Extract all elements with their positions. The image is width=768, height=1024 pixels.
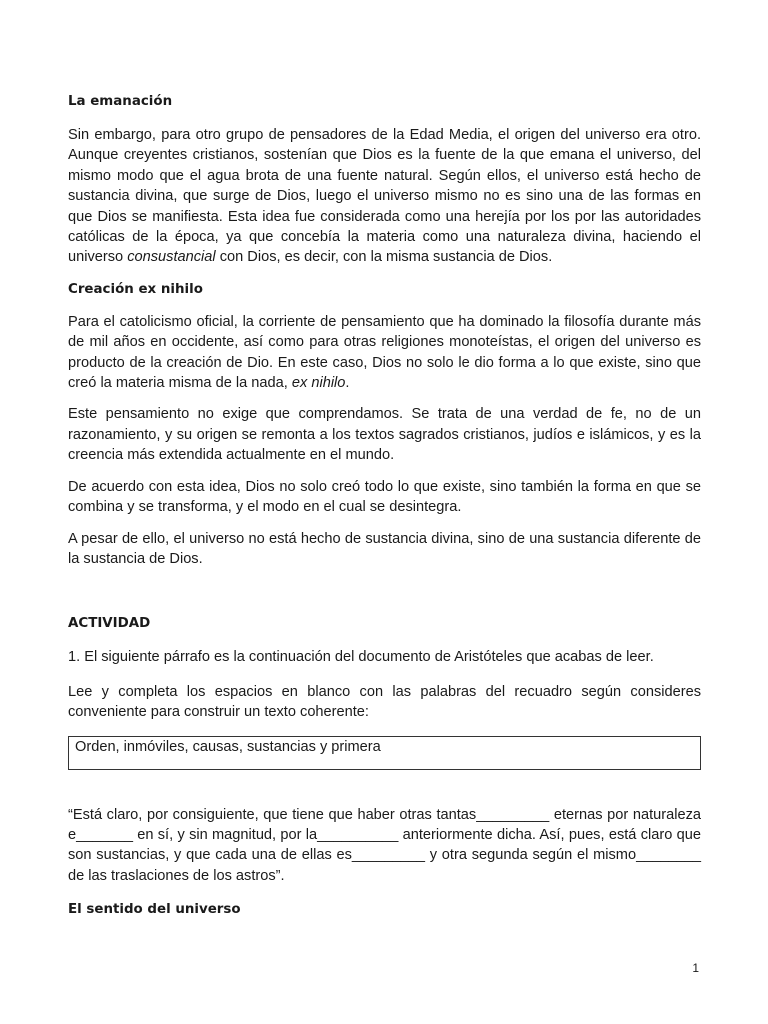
word-box (68, 736, 701, 770)
paragraph-creacion-4: A pesar de ello, el universo no está hecho de sustancia divina, sino de una sustancia diferente de la sustancia de Dios. (68, 530, 701, 567)
word-box-text: Orden, inmóviles, causas, sustancias y primera (75, 738, 381, 755)
heading-emanacion: La emanación (68, 94, 173, 109)
fill-in-quote: “Está claro, por consiguiente, que tiene que haber otras tantas_________ eternas por naturaleza e_______ en sí, y sin magnitud, por la__________ anteriormente dicha. Así, pues, está claro que son sustancias, y que cada una de ellas es_________ y otra segunda según el mismo________ de las traslaciones de los astros”. (68, 806, 701, 884)
heading-creacion: Creación ex nihilo (68, 281, 203, 297)
paragraph-creacion-3: De acuerdo con esta idea, Dios no solo creó todo lo que existe, sino también la forma en que se combina y se transforma, y el modo en el cual se desintegra. (68, 478, 701, 516)
actividad-item-1: 1. El siguiente párrafo es la continuación del documento de Aristóteles que acabas de leer. (68, 649, 654, 666)
document-page (68, 92, 701, 920)
actividad-instructions: Lee y completa los espacios en blanco con las palabras del recuadro según consideres conveniente para construir un texto coherente: (68, 683, 701, 721)
paragraph-creacion-2: Este pensamiento no exige que comprendamos. Se trata de una verdad de fe, no de un razonamiento, y su origen se remonta a los textos sagrados cristianos, judíos e islámicos, y es la creencia más extendida actualmente en el mundo. (68, 406, 701, 464)
page-number: 1 (692, 961, 699, 975)
heading-actividad: ACTIVIDAD (68, 616, 151, 632)
paragraph-emanacion: Sin embargo, para otro grupo de pensadores de la Edad Media, el origen del universo era otro. Aunque creyentes cristianos, sostenían que Dios es la fuente de la que emana el universo, del mismo modo que el agua brota de una fuente natural. Según ellos, el universo está hecho de sustancia divina, que surge de Dios, luego el universo mismo no es sino una de las formas en que Dios se manifiesta. Esta idea fue considerada como una herejía por los por las autoridades católicas de la época, ya que concebía la materia como una naturaleza divina, haciendo el universo consustancial con Dios, es decir, con la misma sustancia de Dios. (68, 127, 701, 266)
paragraph-creacion-1: Para el catolicismo oficial, la corriente de pensamiento que ha dominado la filosofía durante más de mil años en occidente, así como para otras religiones monoteístas, el origen del universo es producto de la creación de Dio. En este caso, Dios no solo le dio forma a lo que existe, sino que creó la materia misma de la nada, ex nihilo. (68, 313, 701, 392)
heading-sentido: El sentido del universo (68, 902, 241, 918)
